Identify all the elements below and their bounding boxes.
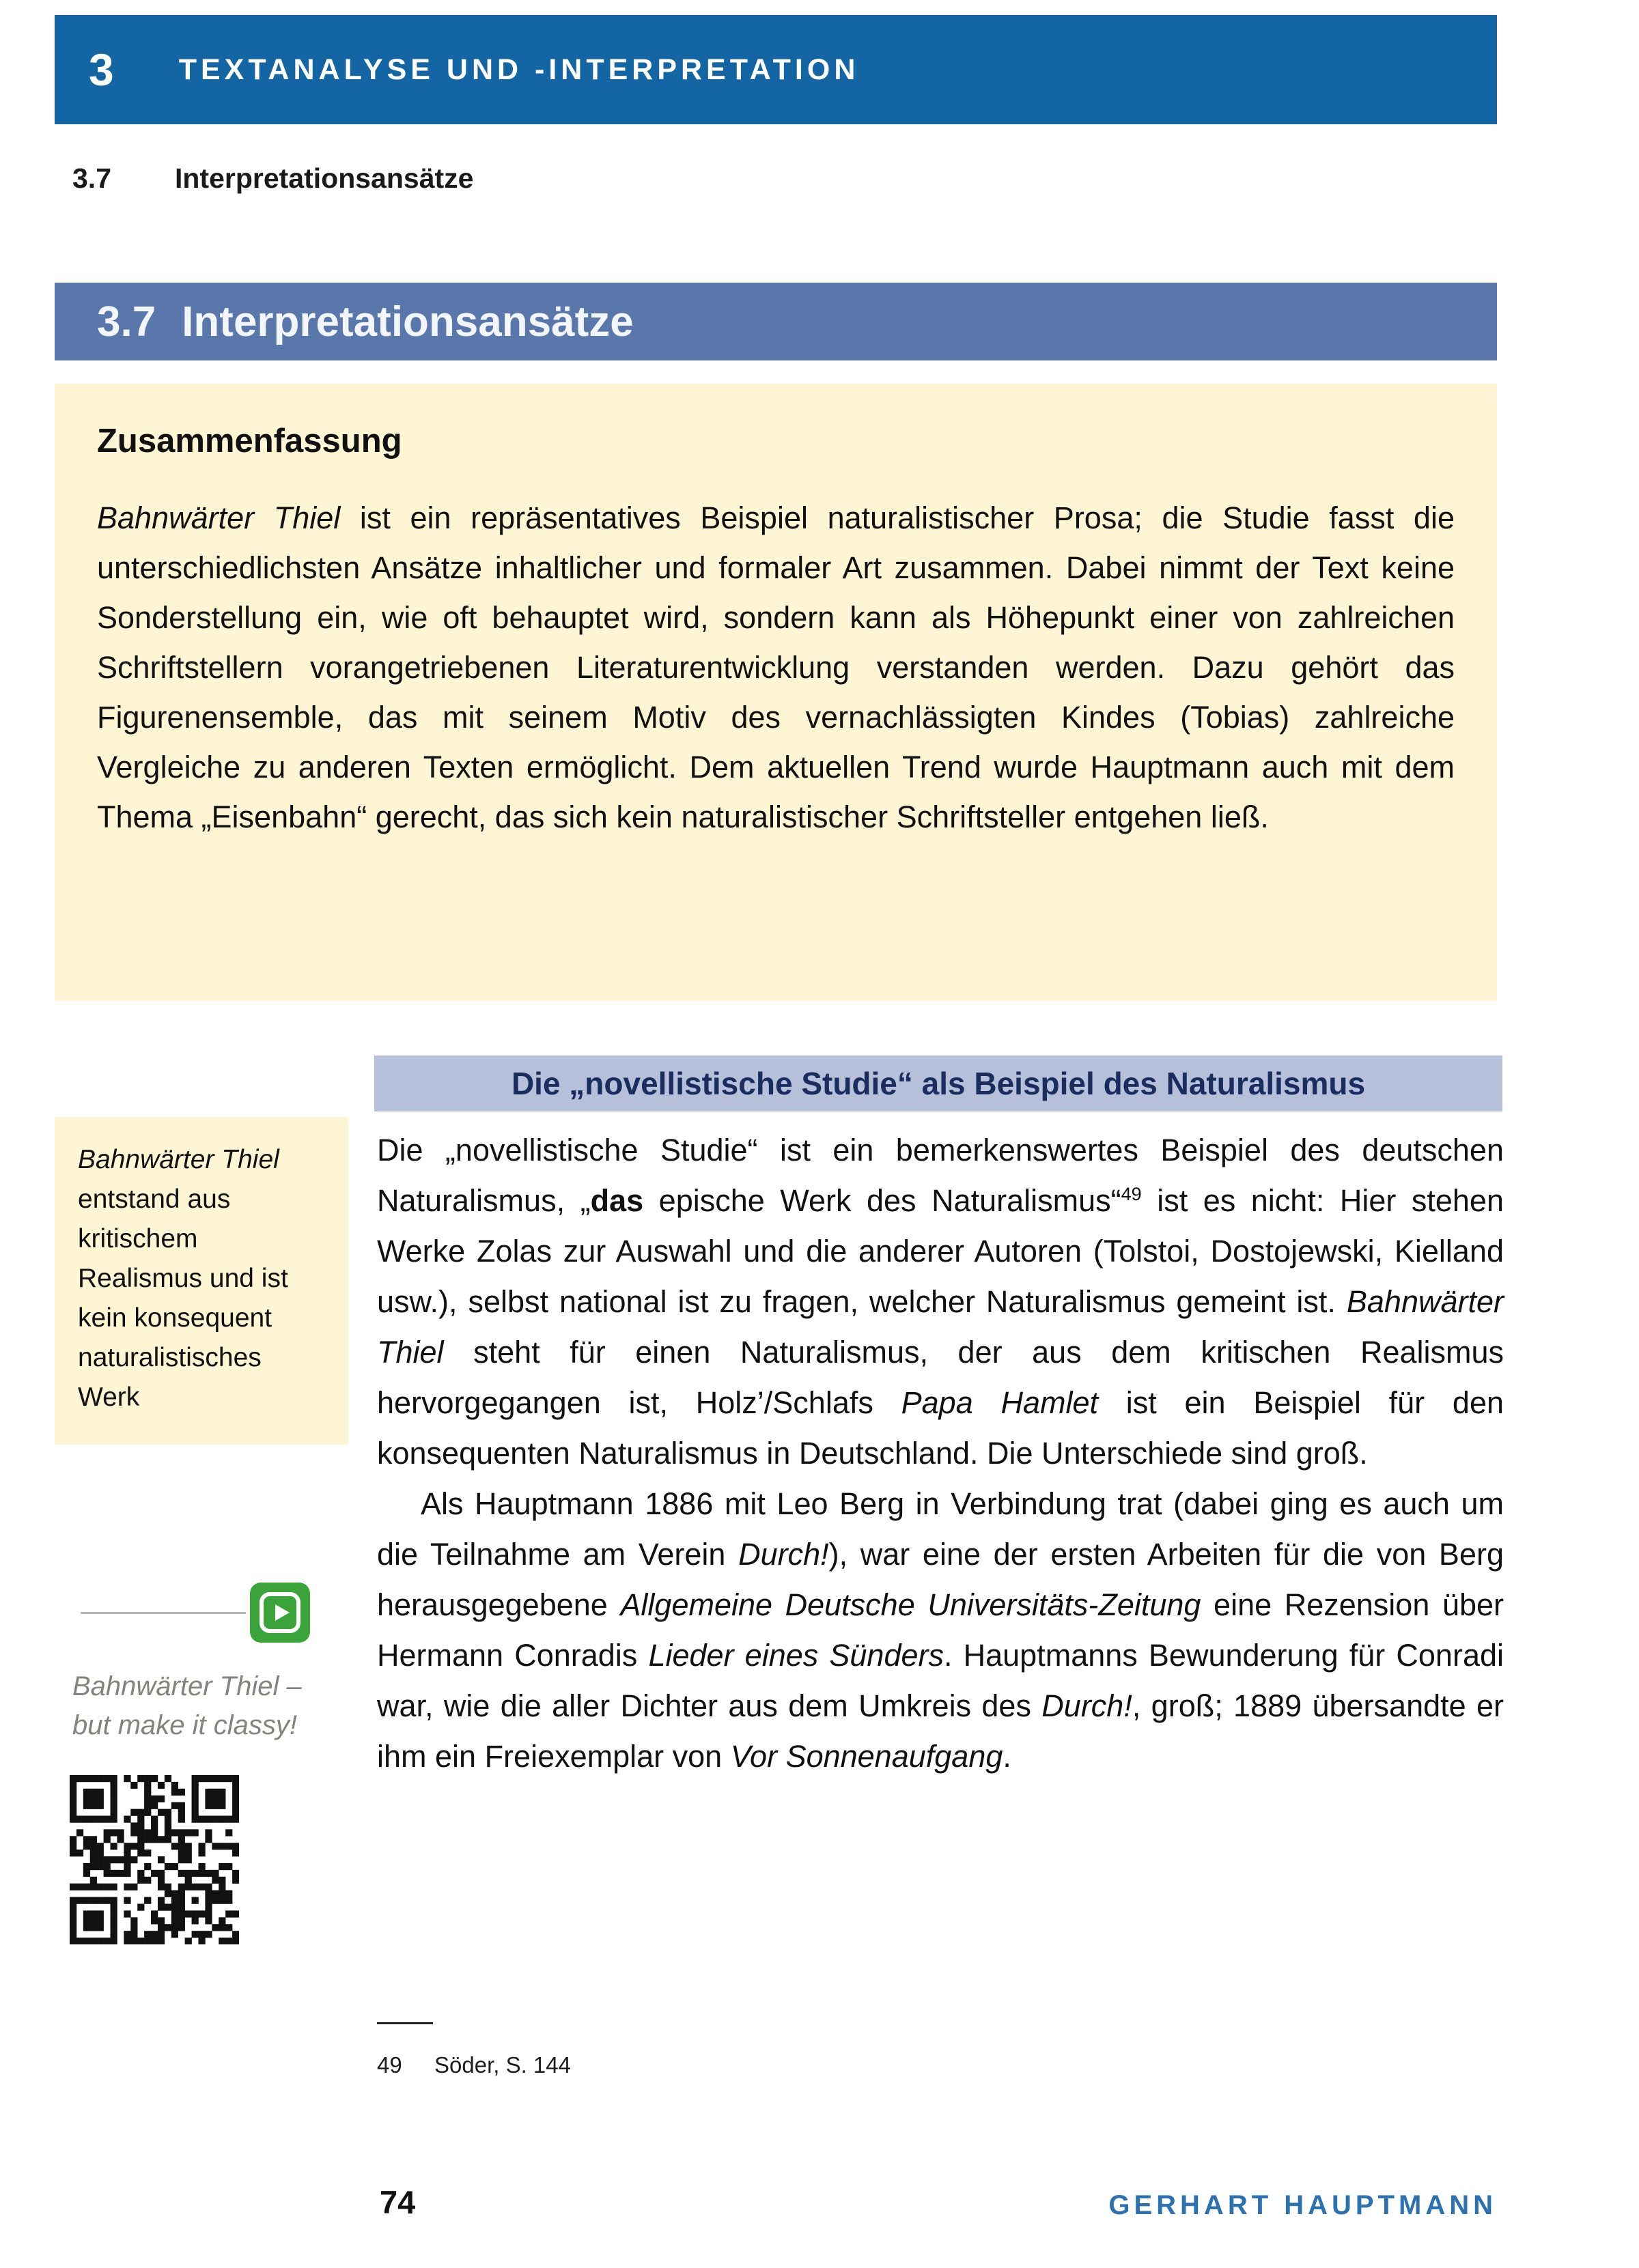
footnote [377,2052,571,2078]
media-caption-line1: Bahnwärter Thiel – [72,1671,302,1701]
p2-text: ), war eine der ersten Arbeiten für die von Berg herausgegebene [377,1537,1504,1622]
subheading-bar [374,1055,1502,1111]
summary-lead-italic: Bahnwärter Thiel [97,500,341,535]
body-column [377,1125,1504,1782]
summary-text [97,493,1455,842]
p2-italic-title: Allgemeine Deutsche Universitäts-Zeitung [620,1587,1201,1622]
p2-italic-title: Durch! [1041,1688,1132,1723]
summary-rest: ist ein repräsentatives Beispiel naturalistischer Prosa; die Studie fasst die unterschiedlichsten Ansätze inhaltlicher und formaler Art zusammen. Dabei nimmt der Text keine Sonderstellung ein, wie oft behauptet wird, sondern kann als Höhepunkt einer von zahlreichen Schriftstellern vorangetriebenen Literaturentwicklung verstanden werden. Dazu gehört das Figurenensemble, das mit seinem Motiv des vernachlässigten Kindes (Tobias) zahlreiche Vergleiche zu anderen Texten ermöglicht. Dem aktuellen Trend wurde Hauptmann auch mit dem Thema „Eisenbahn“ gerecht, das sich kein naturalistischer Schriftsteller entgehen ließ. [97,500,1455,834]
body-paragraph-1 [377,1125,1504,1479]
chapter-header-bar [55,15,1497,124]
qr-code [70,1775,239,1944]
chapter-number: 3 [89,44,114,95]
p1-italic-title: Papa Hamlet [901,1385,1099,1420]
margin-note-italic: Bahnwärter Thiel [78,1145,279,1174]
p1-bold: das [590,1183,644,1218]
media-divider-line [81,1612,246,1614]
margin-note-text: entstand aus kritischem Realismus und ist kein konsequent naturalistisches Werk [78,1185,288,1412]
footnote-rule [377,2022,433,2024]
p1-text: ist ein Beispiel für den konsequenten Naturalismus in Deutschland. Die Unterschiede sind groß. [377,1385,1504,1471]
section-title-bar [55,283,1497,360]
p2-text: . Hauptmanns Bewunderung für Conradi war, wie die aller Dichter aus dem Umkreis des [377,1638,1504,1723]
p2-italic-title: Vor Sonnenaufgang [730,1739,1003,1774]
p2-italic-title: Lieder eines Sünders [648,1638,944,1673]
section-title: Interpretationsansätze [182,298,634,345]
video-icon [250,1583,310,1643]
p1-text: Die „novellistische Studie“ ist ein bemerkenswertes Beispiel des deutschen Naturalismus, „ [377,1133,1504,1218]
chapter-title: TEXTANALYSE UND -INTERPRETATION [178,53,860,86]
media-caption-line2: but make it classy! [72,1710,298,1740]
subheading-title: Die „novellistische Studie“ als Beispiel des Naturalismus [511,1066,1366,1101]
breadcrumb-number: 3.7 [72,162,111,194]
breadcrumb-title: Interpretationsansätze [175,162,474,194]
p1-text: ist es nicht: Hier stehen Werke Zolas zur Auswahl und die anderer Autoren (Tolstoi, Dostojewski, Kielland usw.), selbst national ist zu fragen, welcher Naturalismus gemeint ist. [377,1183,1504,1319]
footer-author: GERHART HAUPTMANN [1108,2190,1497,2220]
summary-box [55,384,1497,1001]
body-paragraph-2 [377,1479,1504,1782]
margin-note [55,1117,348,1445]
footnote-ref-49: 49 [1121,1184,1142,1204]
footnote-text: Söder, S. 144 [434,2052,571,2078]
p2-text: eine Rezension über Hermann Conradis [377,1587,1504,1673]
p2-italic-title: Durch! [738,1537,829,1572]
page-number: 74 [380,2184,416,2220]
media-caption [72,1667,302,1745]
summary-title: Zusammenfassung [97,423,402,459]
p1-text: epische Werk des Naturalismus“ [643,1183,1121,1218]
breadcrumb [72,162,473,195]
p2-text: Als Hauptmann 1886 mit Leo Berg in Verbindung trat (dabei ging es auch um die Teilnahme am Verein [377,1486,1504,1572]
p1-italic-title: Bahnwärter Thiel [377,1284,1504,1370]
footnote-number: 49 [377,2052,402,2078]
p2-text: , groß; 1889 übersandte er ihm ein Freiexemplar von [377,1688,1504,1774]
section-number: 3.7 [97,298,156,345]
p1-text: steht für einen Naturalismus, der aus dem kritischen Realismus hervorgegangen ist, Holz’/Schlafs [377,1335,1504,1420]
p2-text: . [1003,1739,1011,1774]
